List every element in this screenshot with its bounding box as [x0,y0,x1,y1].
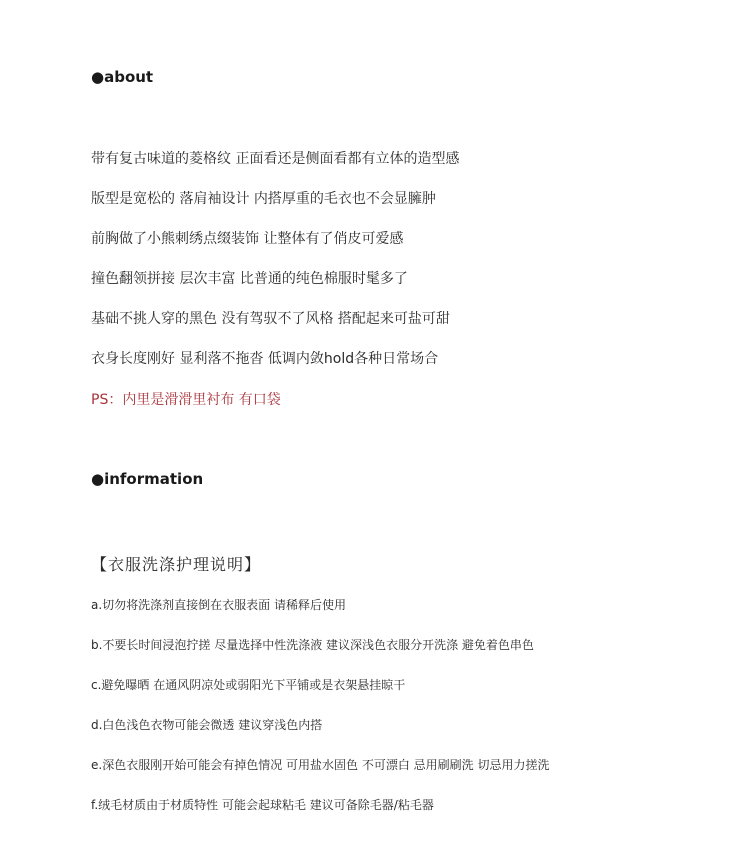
about-line-6: 衣身长度刚好 显利落不拖沓 低调内敛hold各种日常场合 [91,351,439,367]
about-line-5: 基础不挑人穿的黑色 没有驾驭不了风格 搭配起来可盐可甜 [91,311,450,327]
care-item-c: c.避免曝晒 在通风阴凉处或弱阳光下平铺或是衣架悬挂晾干 [91,678,406,692]
about-line-1: 带有复古味道的菱格纹 正面看还是侧面看都有立体的造型感 [91,151,460,167]
about-line-4: 撞色翻领拼接 层次丰富 比普通的纯色棉服时髦多了 [91,271,408,287]
information-heading: ●information [91,470,204,488]
care-item-e: e.深色衣服刚开始可能会有掉色情况 可用盐水固色 不可漂白 忌用刷刷洗 切忌用力搓洗 [91,758,550,772]
about-line-2: 版型是宽松的 落肩袖设计 内搭厚重的毛衣也不会显臃肿 [91,191,436,207]
ps-note: PS：内里是滑滑里衬布 有口袋 [91,392,281,408]
about-line-3: 前胸做了小熊刺绣点缀装饰 让整体有了俏皮可爱感 [91,231,404,247]
care-item-b: b.不要长时间浸泡拧搓 尽量选择中性洗涤液 建议深浅色衣服分开洗涤 避免着色串色 [91,638,534,652]
care-item-a: a.切勿将洗涤剂直接倒在衣服表面 请稀释后使用 [91,598,346,612]
care-instructions-title: 【衣服洗涤护理说明】 [91,555,262,574]
care-item-f: f.绒毛材质由于材质特性 可能会起球粘毛 建议可备除毛器/粘毛器 [91,798,434,812]
care-item-d: d.白色浅色衣物可能会微透 建议穿浅色内搭 [91,718,323,732]
about-heading: ●about [91,68,154,86]
